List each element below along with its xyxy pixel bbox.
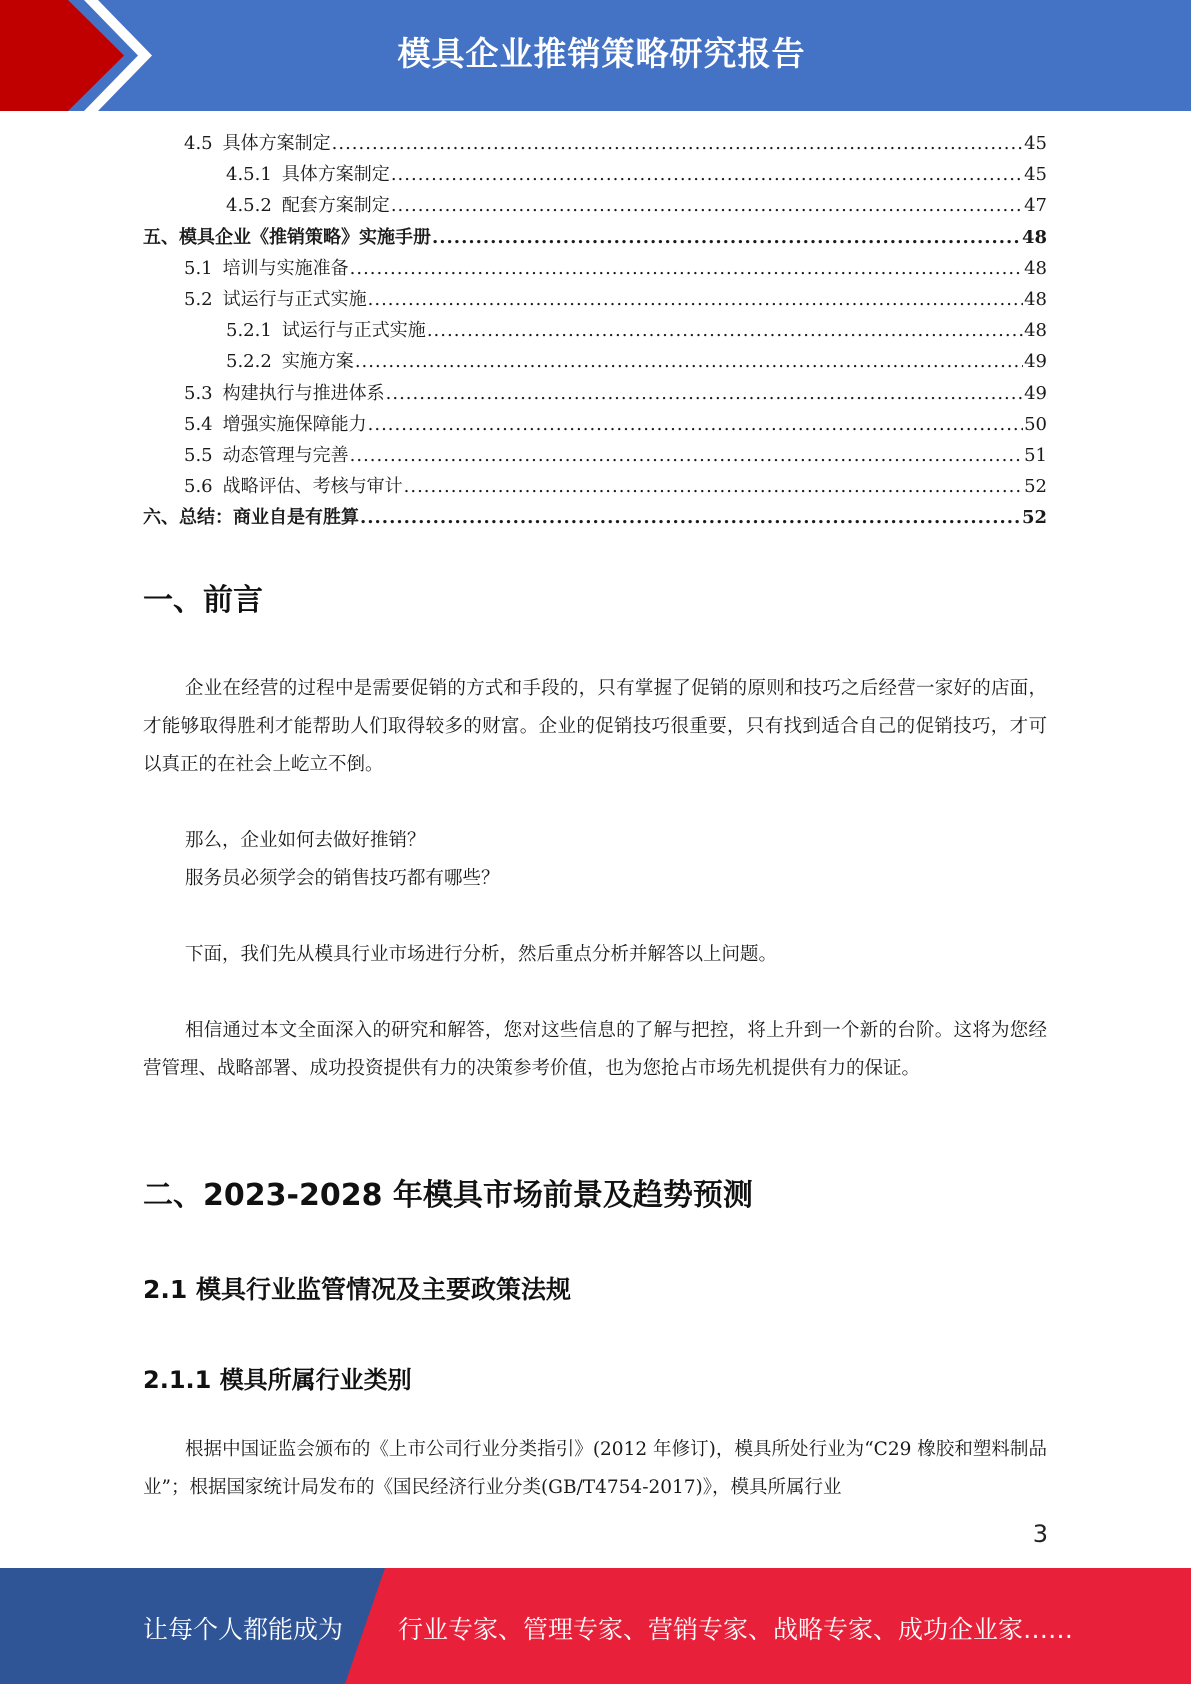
toc-entry-label: 增强实施保障能力: [222, 413, 367, 435]
toc-entry[interactable]: [143, 440, 1047, 471]
toc-leader-dots: [360, 502, 1021, 533]
section-title-preface: 一、前言: [143, 583, 263, 618]
table-of-contents: [143, 128, 1047, 533]
toc-entry[interactable]: [143, 128, 1047, 159]
toc-leader-dots: [350, 253, 1023, 284]
toc-leader-dots: [432, 222, 1021, 253]
toc-entry[interactable]: [143, 502, 1047, 533]
toc-entry[interactable]: [143, 346, 1047, 377]
question-line-1: 那么，企业如何去做好推销？: [185, 830, 426, 851]
toc-entry[interactable]: [143, 159, 1047, 190]
toc-entry[interactable]: [143, 471, 1047, 502]
toc-entry[interactable]: [143, 253, 1047, 284]
toc-entry-page: 48: [1021, 226, 1047, 248]
toc-entry-label: 配套方案制定: [281, 195, 390, 217]
toc-leader-dots: [350, 440, 1023, 471]
toc-entry-number: 5.2.1: [226, 320, 272, 342]
toc-entry-label: 实施方案: [281, 351, 354, 373]
toc-leader-dots: [404, 471, 1023, 502]
toc-entry[interactable]: [143, 315, 1047, 346]
toc-entry-number: 4.5: [184, 133, 213, 154]
paragraph-industry-class: 根据中国证监会颁布的《上市公司行业分类指引》(2012 年修订)，模具所处行业为“C29 橡胶和塑料制品业”；根据国家统计局发布的《国民经济行业分类(GB/T4754-2017)》，模具所属行业: [143, 1439, 1047, 1498]
subsection-title-regulation: 2.1 模具行业监管情况及主要政策法规: [143, 1275, 571, 1304]
section-title-market: 二、2023-2028 年模具市场前景及趋势预测: [143, 1178, 753, 1213]
paragraph-analysis: 下面，我们先从模具行业市场进行分析，然后重点分析并解答以上问题。: [185, 944, 778, 965]
toc-leader-dots: [332, 128, 1023, 159]
toc-entry-page: 45: [1024, 133, 1047, 154]
toc-leader-dots: [368, 284, 1023, 315]
footer-slogan-right: 行业专家、管理专家、营销专家、战略专家、成功企业家……: [398, 1615, 1074, 1644]
toc-entry-page: 45: [1024, 164, 1047, 186]
toc-entry-page: 48: [1024, 288, 1047, 310]
toc-leader-dots: [391, 159, 1023, 190]
toc-leader-dots: [368, 409, 1023, 440]
toc-entry-label: 试运行与正式实施: [281, 320, 426, 342]
page-number: 3: [1032, 1520, 1048, 1548]
toc-entry-number: 5.3: [184, 382, 213, 404]
toc-entry-number: 4.5.2: [226, 195, 272, 217]
toc-entry[interactable]: [143, 378, 1047, 409]
toc-entry-page: 50: [1024, 413, 1047, 435]
toc-entry-page: 51: [1024, 444, 1047, 466]
toc-entry-label: 具体方案制定: [281, 164, 390, 186]
toc-entry-label: 具体方案制定: [222, 133, 331, 154]
toc-entry-page: 49: [1024, 351, 1047, 373]
toc-leader-dots: [427, 315, 1023, 346]
toc-entry-label: 试运行与正式实施: [222, 288, 367, 310]
toc-entry[interactable]: [143, 190, 1047, 221]
toc-entry[interactable]: [143, 222, 1047, 253]
subsubsection-title-category: 2.1.1 模具所属行业类别: [143, 1366, 412, 1394]
toc-entry-page: 48: [1024, 320, 1047, 342]
toc-entry-page: 47: [1024, 195, 1047, 217]
toc-entry-label: 六、总结：商业自是有胜算: [143, 507, 359, 529]
toc-entry-page: 52: [1024, 476, 1047, 498]
question-line-2: 服务员必须学会的销售技巧都有哪些？: [185, 868, 500, 889]
toc-entry-page: 49: [1024, 382, 1047, 404]
paragraph-intro: 企业在经营的过程中是需要促销的方式和手段的，只有掌握了促销的原则和技巧之后经营一家好的店面，才能够取得胜利才能帮助人们取得较多的财富。企业的促销技巧很重要，只有找到适合自己的促销技巧，才可以真正的在社会上屹立不倒。: [143, 678, 1047, 775]
paragraph-closing: 相信通过本文全面深入的研究和解答，您对这些信息的了解与把控，将上升到一个新的台阶。这将为您经营管理、战略部署、成功投资提供有力的决策参考价值，也为您抢占市场先机提供有力的保证。: [143, 1020, 1047, 1079]
toc-entry-number: 5.4: [184, 413, 213, 435]
toc-leader-dots: [355, 346, 1023, 377]
toc-entry[interactable]: [143, 284, 1047, 315]
footer-slogan-left: 让每个人都能成为: [143, 1615, 344, 1644]
toc-entry-page: 52: [1021, 507, 1047, 529]
toc-entry-number: 4.5.1: [226, 164, 272, 186]
toc-entry-number: 5.2: [184, 288, 213, 310]
toc-leader-dots: [391, 190, 1023, 221]
page-footer: [0, 1568, 1191, 1684]
toc-entry-label: 动态管理与完善: [222, 444, 349, 466]
toc-entry-label: 培训与实施准备: [222, 257, 349, 279]
page-header: [0, 0, 1191, 111]
document-title: 模具企业推销策略研究报告: [397, 34, 806, 73]
toc-leader-dots: [386, 378, 1023, 409]
toc-entry-number: 5.5: [184, 444, 213, 466]
toc-entry-label: 构建执行与推进体系: [222, 382, 385, 404]
toc-entry-page: 48: [1024, 257, 1047, 279]
toc-entry-label: 战略评估、考核与审计: [222, 476, 403, 498]
toc-entry-number: 5.6: [184, 476, 213, 498]
toc-entry[interactable]: [143, 409, 1047, 440]
toc-entry-number: 5.1: [184, 257, 213, 279]
toc-entry-number: 5.2.2: [226, 351, 272, 373]
toc-entry-label: 五、模具企业《推销策略》实施手册: [143, 226, 431, 248]
